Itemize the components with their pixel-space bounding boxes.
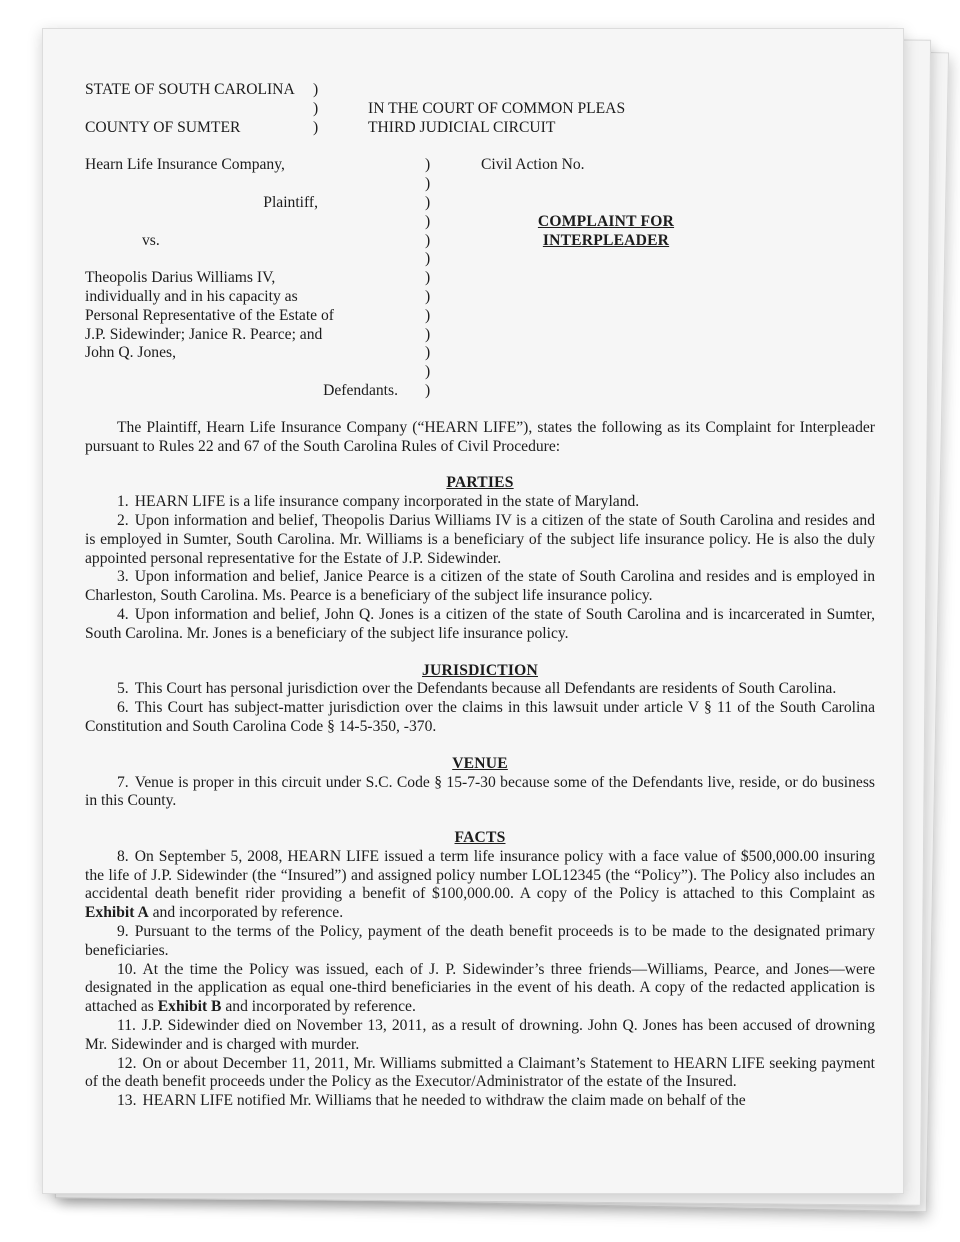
- document-page: [42, 28, 904, 1194]
- venue-list: [85, 774, 875, 812]
- section-heading-facts: FACTS: [454, 829, 506, 847]
- list-item: 13. HEARN LIFE notified Mr. Williams that he needed to withdraw the claim made on behalf of the: [117, 1092, 746, 1110]
- county-label: COUNTY OF SUMTER: [85, 118, 241, 136]
- defendant-line: John Q. Jones,: [85, 344, 176, 362]
- section-heading-venue: VENUE: [452, 754, 508, 772]
- section-heading-parties: PARTIES: [446, 474, 514, 492]
- list-item: 10. At the time the Policy was issued, each of J. P. Sidewinder’s three friends—Williams, Pearce, and Jones—were designated in the application as equal one-third beneficiaries in the event of his death. A copy of the redacted application is attached as Exhibit B and incorporated by reference.: [85, 960, 875, 1016]
- list-item: 9. Pursuant to the terms of the Policy, payment of the death benefit proceeds is to be made to the designated primary beneficiaries.: [85, 923, 875, 959]
- list-item: 6. This Court has subject-matter jurisdiction over the claims in this lawsuit under article V § 11 of the South Carolina Constitution and South Carolina Code § 14-5-350, -370.: [85, 699, 875, 735]
- list-item: 2. Upon information and belief, Theopolis Darius Williams IV is a citizen of the state of South Carolina and resides and is employed in Sumter, South Carolina. Mr. Williams is a beneficiary of the subject life insurance policy. He is also the duly appointed personal representative for the Estate of J.P. Sidewinder.: [85, 511, 875, 567]
- vs-label: vs.: [142, 231, 160, 249]
- facts-list: [85, 848, 875, 1111]
- section-heading-jurisdiction: JURISDICTION: [422, 661, 538, 679]
- list-item: 7. Venue is proper in this circuit under S.C. Code § 15-7-30 because some of the Defendants live, reside, or do business in this County.: [85, 773, 875, 810]
- list-item: 3. Upon information and belief, Janice Pearce is a citizen of the state of South Carolina and resides and is employed in Charleston, South Carolina. Ms. Pearce is a beneficiary of the subject life insurance policy.: [85, 568, 875, 605]
- list-item: 4. Upon information and belief, John Q. Jones is a citizen of the state of South Carolina and is incarcerated in Sumter, South Carolina. Mr. Jones is a beneficiary of the subject life insurance policy.: [85, 605, 875, 642]
- case-caption: STATE OF SOUTH CAROLINA ) ) IN THE COURT OF COMMON PLEAS COUNTY OF SUMTER ) THIRD JUDICIAL CIRCUIT Hearn Life Insurance Company, ) Civil Action No. ) Plaintiff, ) ) COMPLAINT FOR vs. ) INTERPLEADER ) Theopolis Darius Williams IV, ) individually and in his capacity as ) Personal Representative of the Estate of ) J.P. Sidewinder; Janice R. Pearce; and ) John Q. Jones, ) ) Defendants. ): [85, 81, 875, 401]
- complaint-title-line2: INTERPLEADER: [542, 231, 670, 249]
- defendant-line: individually and in his capacity as: [85, 287, 298, 305]
- complaint-title-line1: COMPLAINT FOR: [537, 212, 675, 230]
- list-item: 11. J.P. Sidewinder died on November 13, 2011, as a result of drowning. John Q. Jones has been accused of drowning Mr. Sidewinder and is charged with murder.: [85, 1017, 875, 1053]
- defendant-line: Personal Representative of the Estate of: [85, 306, 334, 324]
- defendants-label: Defendants.: [323, 381, 398, 399]
- state-label: STATE OF SOUTH CAROLINA: [85, 81, 295, 98]
- exhibit-b-reference: Exhibit B: [157, 998, 222, 1016]
- intro-paragraph: The Plaintiff, Hearn Life Insurance Company (“HEARN LIFE”), states the following as its Complaint for Interpleader pursuant to Rules 22 and 67 of the South Carolina Rules of Civil Procedure:: [85, 418, 875, 455]
- defendant-line: J.P. Sidewinder; Janice R. Pearce; and: [85, 325, 323, 343]
- parties-list: [85, 493, 875, 643]
- list-item: 8. On September 5, 2008, HEARN LIFE issued a term life insurance policy with a face value of $500,000.00 insuring the life of J.P. Sidewinder (the “Insured”) and assigned policy number LOL12345 (the “Policy”). The Policy also includes an accidental death benefit rider providing a benefit of $100,000.00. A copy of the Policy is attached to this Complaint as Exhibit A and incorporated by reference.: [85, 847, 875, 922]
- civil-action-label: Civil Action No.: [481, 156, 585, 174]
- plaintiff-name: Hearn Life Insurance Company,: [85, 156, 285, 174]
- list-item: 5. This Court has personal jurisdiction over the Defendants because all Defendants are residents of South Carolina.: [117, 680, 837, 698]
- jurisdiction-list: [85, 680, 875, 736]
- list-item: 12. On or about December 11, 2011, Mr. Williams submitted a Claimant’s Statement to HEARN LIFE seeking payment of the death benefit proceeds under the Policy as the Executor/Administrator of the estate of the Insured.: [85, 1054, 875, 1091]
- court-name: IN THE COURT OF COMMON PLEAS: [368, 99, 626, 117]
- circuit-name: THIRD JUDICIAL CIRCUIT: [368, 118, 556, 136]
- complaint-document: [85, 81, 875, 1111]
- exhibit-a-reference: Exhibit A: [85, 904, 149, 922]
- list-item: 1. HEARN LIFE is a life insurance company incorporated in the state of Maryland.: [117, 493, 640, 511]
- defendant-line: Theopolis Darius Williams IV,: [85, 269, 276, 287]
- plaintiff-label: Plaintiff,: [263, 193, 318, 211]
